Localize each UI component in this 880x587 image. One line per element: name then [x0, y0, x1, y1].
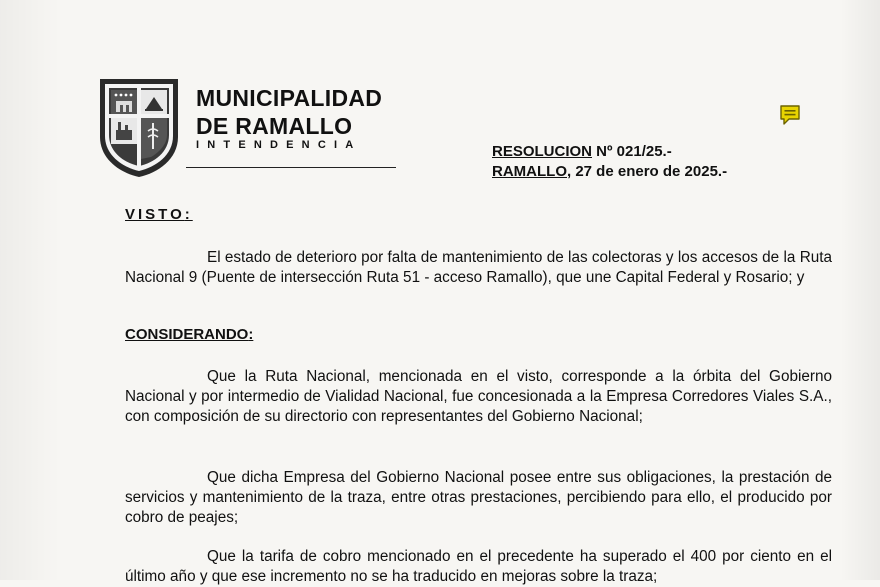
municipality-name-line2: DE RAMALLO [196, 113, 353, 139]
paragraph-text: El estado de deterioro por falta de mantenimiento de las colectoras y los accesos de la Ruta Nacional 9 (Puente de intersección Ruta 51 - acceso Ramallo), que une Capital Federal y Rosario; y [125, 249, 832, 286]
resolution-date-line [492, 162, 727, 182]
considerando-heading [125, 326, 253, 343]
comment-icon[interactable] [779, 104, 801, 126]
paragraph-text: Que dicha Empresa del Gobierno Nacional posee entre sus obligaciones, la prestación de servicios y mantenimiento de la traza, entre otras prestaciones, percibiendo para ello, el producido por cobro de peajes; [125, 469, 832, 526]
paragraph-text: Que la Ruta Nacional, mencionada en el visto, corresponde a la órbita del Gobierno Nacional y por intermedio de Vialidad Nacional, fue concesionada a la Empresa Corredores Viales S.A., con composición de su directorio con representantes del Gobierno Nacional; [125, 368, 832, 425]
municipality-name [196, 84, 382, 140]
visto-title: VISTO [125, 206, 185, 223]
resolution-date: , 27 de enero de 2025.- [567, 163, 728, 180]
municipality-name-line1: MUNICIPALIDAD [196, 85, 383, 111]
paragraph-text: Que la tarifa de cobro mencionado en el precedente ha superado el 400 por ciento en el último año y que ese incremento no se ha traducido en mejoras sobre la traza; [125, 548, 832, 585]
considerando-colon: : [248, 326, 254, 343]
municipal-crest-icon [96, 75, 182, 179]
resolution-label: RESOLUCION [492, 143, 593, 160]
visto-colon: : [184, 206, 193, 223]
visto-heading [125, 206, 193, 223]
resolution-number-line [492, 142, 727, 162]
paragraph-considerando-3 [125, 547, 832, 587]
paragraph-considerando-1 [125, 367, 832, 427]
paragraph-considerando-2 [125, 468, 832, 528]
department-label: INTENDENCIA [196, 139, 362, 151]
header-divider [186, 167, 396, 168]
resolution-number: Nº 021/25.- [592, 143, 672, 160]
paragraph-visto [125, 248, 832, 288]
resolution-place: RAMALLO [492, 163, 567, 180]
considerando-title: CONSIDERANDO [125, 326, 249, 343]
resolution-block [492, 142, 727, 182]
